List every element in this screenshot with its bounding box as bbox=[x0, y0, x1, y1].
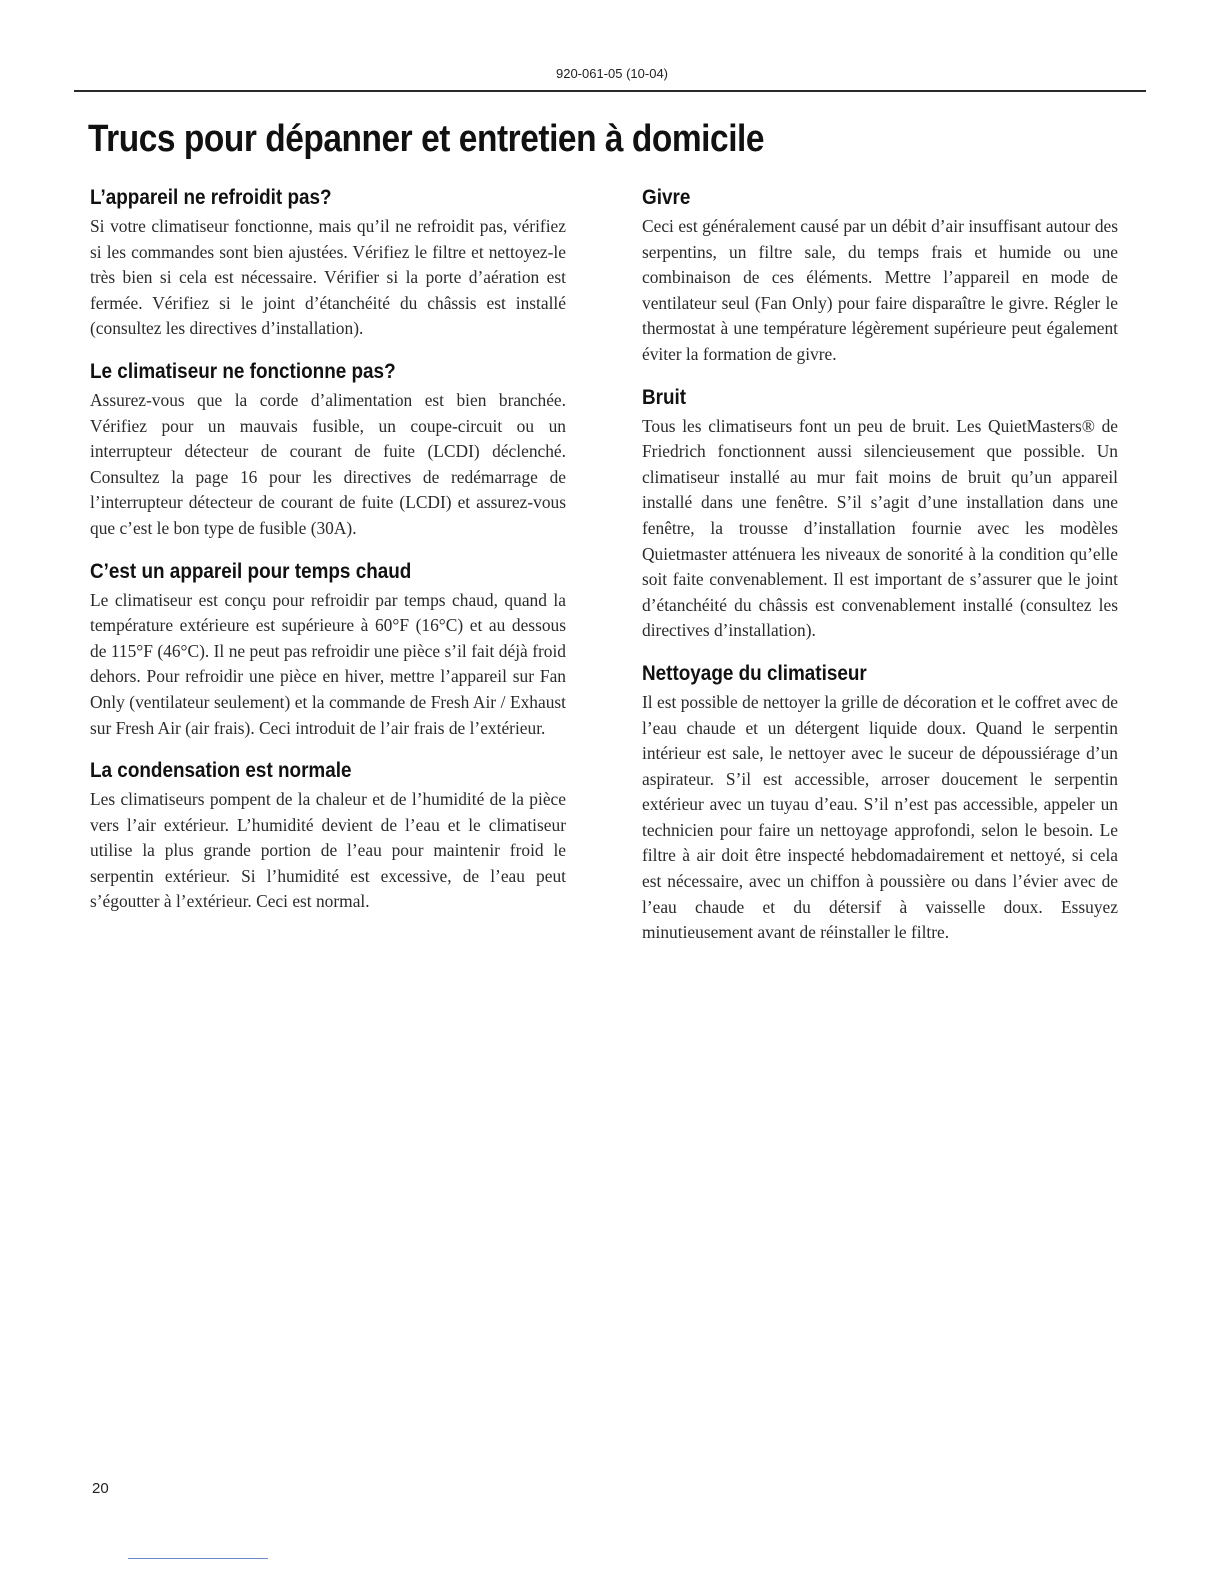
section-body: Si votre climatiseur fonctionne, mais qu’il ne refroidit pas, vérifiez si les commandes sont bien ajustées. Vérifiez le filtre et nettoyez-le très bien si cela est nécessaire. Vérifier si la porte d’aération est fermée. Vérifiez si le joint d’étanchéité du châssis est installé (consultez les directives d’installation). bbox=[90, 216, 566, 339]
page-number: 20 bbox=[92, 1480, 109, 1497]
section-heading: Nettoyage du climatiseur bbox=[642, 661, 867, 685]
section-appareil-ne-refroidit-pas bbox=[90, 184, 566, 342]
section-heading: Le climatiseur ne fonctionne pas? bbox=[90, 359, 396, 383]
section-heading: Bruit bbox=[642, 385, 687, 409]
header-rule bbox=[74, 90, 1146, 92]
left-column bbox=[90, 184, 566, 931]
section-climatiseur-ne-fonctionne-pas bbox=[90, 358, 566, 542]
section-body: Il est possible de nettoyer la grille de décoration et le coffret avec de l’eau chaude et un détergent liquide doux. Quand le serpentin intérieur est sale, le nettoyer avec le suceur de dépoussiérage d’un aspirateur. S’il est accessible, arroser doucement le serpentin extérieur avec un tuyau d’eau. S’il n’est pas accessible, appeler un technicien pour faire un nettoyage approfondi, selon le besoin. Le filtre à air doit être inspecté hebdomadairement et nettoyé, si cela est nécessaire, avec un chiffon à poussière ou dans l’évier avec de l’eau chaude et du détersif à vaisselle doux. Essuyez minutieusement avant de réinstaller le filtre. bbox=[642, 691, 1118, 943]
section-heading: C’est un appareil pour temps chaud bbox=[90, 559, 412, 583]
section-body: Tous les climatiseurs font un peu de bruit. Les QuietMasters® de Friedrich fonctionnent aussi silencieusement que possible. Un climatiseur installé au mur fait moins de bruit qu’un appareil installé dans une fenêtre. S’il s’agit d’une installation dans une fenêtre, la trousse d’installation fournie avec les modèles Quietmaster atténuera les niveaux de sonorité à la condition qu’elle soit faite convenablement. Il est important de s’assurer que le joint d’étanchéité du châssis est convenablement installé (consultez les directives d’installation). bbox=[642, 415, 1118, 641]
section-body: Les climatiseurs pompent de la chaleur et de l’humidité de la pièce vers l’air extérieur. L’humidité devient de l’eau et le climatiseur utilise la plus grande portion de l’eau pour maintenir froid le serpentin extérieur. Si l’humidité est excessive, de l’eau peut s’égoutter à l’extérieur. Ceci est normal. bbox=[90, 789, 566, 912]
section-body: Le climatiseur est conçu pour refroidir par temps chaud, quand la température extérieure est supérieure à 60°F (16°C) et au dessous de 115°F (46°C). Il ne peut pas refroidir une pièce s’il fait déjà froid dehors. Pour refroidir une pièce en hiver, mettre l’appareil sur Fan Only (ventilateur seulement) et la commande de Fresh Air / Exhaust sur Fresh Air (air frais). Ceci introduit de l’air frais de l’extérieur. bbox=[90, 589, 566, 738]
section-body: Assurez-vous que la corde d’alimentation est bien branchée. Vérifiez pour un mauvais fusible, un coupe-circuit ou un interrupteur détecteur de courant de fuite (LCDI) déclenché. Consultez la page 16 pour les directives de redémarrage de l’interrupteur détecteur de courant de fuite (LCDI) et assurez-vous que c’est le bon type de fusible (30A). bbox=[90, 389, 566, 538]
section-heading: L’appareil ne refroidit pas? bbox=[90, 186, 332, 209]
section-appareil-temps-chaud bbox=[90, 558, 566, 742]
section-heading: Givre bbox=[642, 186, 691, 209]
section-condensation-normale bbox=[90, 757, 566, 915]
section-heading: La condensation est normale bbox=[90, 759, 352, 783]
section-body: Ceci est généralement causé par un débit d’air insuffisant autour des serpentins, un filtre sale, du temps frais et humide ou une combinaison de ces éléments. Mettre l’appareil en mode de ventilateur seul (Fan Only) pour faire disparaître le givre. Régler le thermostat à une température légèrement supérieure peut également éviter la formation de givre. bbox=[642, 216, 1118, 364]
footer-rule bbox=[128, 1558, 268, 1559]
section-nettoyage-climatiseur bbox=[642, 660, 1118, 946]
document-code: 920-061-05 (10-04) bbox=[555, 66, 669, 81]
page-title: Trucs pour dépanner et entretien à domicile bbox=[88, 118, 765, 160]
section-givre bbox=[642, 184, 1118, 368]
section-bruit bbox=[642, 384, 1118, 644]
right-column bbox=[642, 184, 1118, 962]
